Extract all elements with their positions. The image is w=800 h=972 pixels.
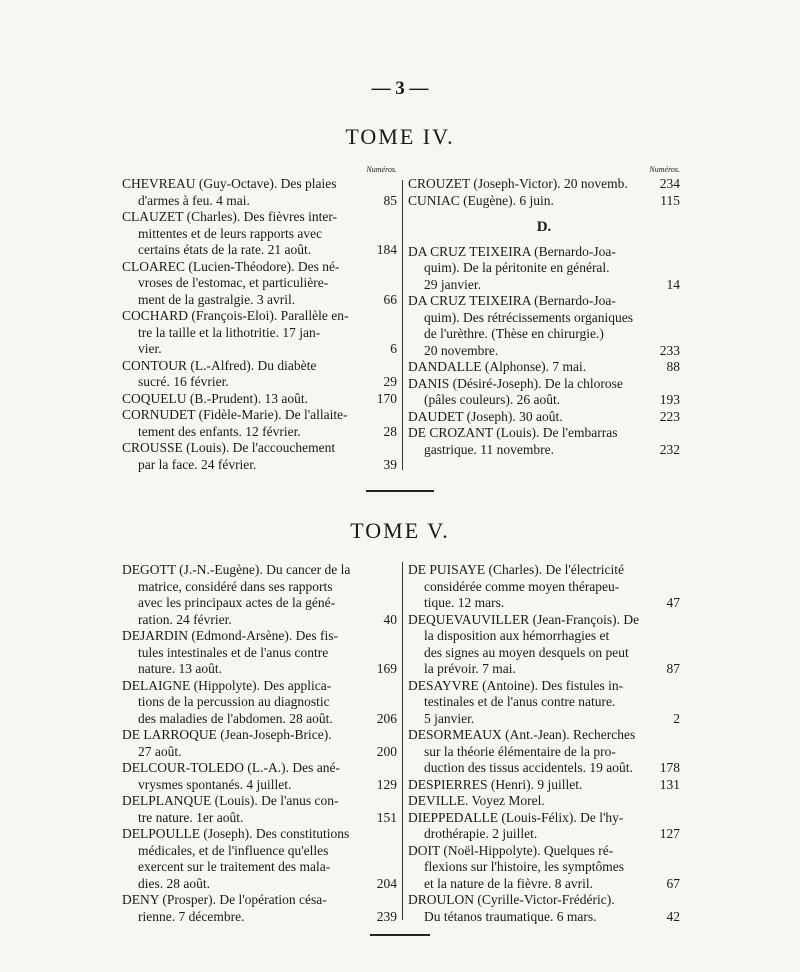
entry-line: CLOAREC (Lucien-Théodore). Des né- [122, 258, 340, 274]
entry-line: par la face. 24 février. [138, 456, 257, 472]
entry-number: 47 [666, 595, 680, 610]
entry-number: 115 [660, 192, 680, 208]
numeros-label-right: Numéros. [649, 165, 680, 174]
entry-number: 232 [659, 441, 680, 457]
entry-line: DE CROZANT (Louis). De l'embarras [408, 425, 618, 440]
index-entry [122, 440, 397, 473]
entry-line: certains états de la rate. 21 août. [138, 242, 312, 257]
entry-line: DEQUEVAUVILLER (Jean-François). De [408, 611, 640, 627]
entry-line: 20 novembre. [424, 342, 499, 358]
entry-line: sur la théorie élémentaire de la pro- [424, 743, 616, 759]
tome-v-left-entries [122, 562, 397, 925]
tome-v-left-column [122, 562, 397, 925]
entry-line: ration. 24 février. [138, 611, 232, 627]
numeros-label: Numéros. [366, 165, 397, 174]
tome-v-right-column [408, 562, 680, 925]
entry-line: COQUELU (B.-Prudent). 13 août. [122, 390, 308, 406]
index-entry [408, 193, 680, 210]
entry-line: sucré. 16 février. [138, 374, 229, 389]
entry-number: 29 [383, 374, 397, 389]
index-entry [122, 562, 397, 628]
entry-line: DELPLANQUE (Louis). De l'anus con- [122, 793, 339, 808]
entry-line: tules intestinales et de l'anus contre [138, 644, 329, 660]
index-entry [408, 176, 680, 193]
index-entry [408, 612, 680, 678]
entry-number: 193 [659, 392, 680, 407]
entry-line: la disposition aux hémorrhagies et [424, 628, 610, 643]
entry-line: DELCOUR-TOLEDO (L.-A.). Des ané- [122, 760, 340, 775]
entry-line: DESAYVRE (Antoine). Des fistules in- [408, 677, 624, 693]
index-entry [408, 409, 680, 426]
index-entry [122, 407, 397, 440]
section-letter-d: D. [536, 219, 552, 235]
entry-number: 67 [666, 875, 680, 891]
entry-line: DA CRUZ TEIXEIRA (Bernardo-Joa- [408, 293, 616, 308]
column-divider [402, 180, 403, 470]
entry-line: et la nature de la fièvre. 8 avril. [424, 875, 594, 891]
entry-line: DESORMEAUX (Ant.-Jean). Recherches [408, 727, 636, 742]
index-entry [408, 727, 680, 777]
index-entry [408, 777, 680, 794]
entry-line: DE PUISAYE (Charles). De l'électricité [408, 562, 624, 577]
index-entry [408, 810, 680, 843]
entry-line: DELPOULLE (Joseph). Des constitutions [122, 826, 350, 841]
entry-line: DA CRUZ TEIXEIRA (Bernardo-Joa- [408, 243, 616, 259]
entry-line: DAUDET (Joseph). 30 août. [408, 408, 563, 424]
tome-iv-right-entries-d [408, 244, 680, 459]
section-rule [366, 490, 434, 492]
entry-line: quim). Des rétrécissements organiques [424, 309, 633, 325]
entry-number: 127 [659, 826, 680, 841]
entry-number: 204 [376, 875, 397, 891]
entry-line: CONTOUR (L.-Alfred). Du diabète [122, 357, 317, 373]
entry-line: DROULON (Cyrille-Victor-Frédéric). [408, 892, 615, 907]
entry-number: 223 [659, 408, 680, 424]
entry-line: avec les principaux actes de la géné- [138, 595, 336, 610]
entry-line: tre nature. 1er août. [138, 809, 244, 825]
entry-line: testinales et de l'anus contre nature. [424, 694, 616, 709]
tome-v-title: TOME V. [350, 518, 450, 543]
entry-number: 184 [376, 242, 397, 257]
entry-line: DANDALLE (Alphonse). 7 mai. [408, 359, 587, 374]
index-entry [122, 308, 397, 358]
entry-line: DOIT (Noël-Hippolyte). Quelques ré- [408, 842, 614, 858]
entry-number: 66 [383, 291, 397, 307]
entry-line: rienne. 7 décembre. [138, 908, 245, 924]
index-entry [408, 244, 680, 294]
entry-line: des signes au moyen desquels on peut [424, 644, 629, 660]
entry-line: vroses de l'estomac, et particulière- [138, 275, 329, 290]
index-entry [408, 843, 680, 893]
entry-number: 131 [659, 776, 680, 792]
index-entry [122, 628, 397, 678]
entry-line: DANIS (Désiré-Joseph). De la chlorose [408, 375, 623, 391]
entry-line: vrysmes spontanés. 4 juillet. [138, 776, 292, 792]
tome-v-right-entries [408, 562, 680, 925]
entry-line: des maladies de l'abdomen. 28 août. [138, 710, 333, 726]
tome-iv-left-entries [122, 176, 397, 473]
entry-line: CLAUZET (Charles). Des fièvres inter- [122, 209, 338, 224]
entry-line: médicales, et de l'influence qu'elles [138, 842, 329, 858]
entry-line: tions de la percussion au diagnostic [138, 694, 330, 709]
entry-line: CHEVREAU (Guy-Octave). Des plaies [122, 176, 337, 191]
entry-number: 178 [659, 760, 680, 775]
entry-number: 88 [666, 359, 680, 374]
entry-line: (pâles couleurs). 26 août. [424, 392, 561, 407]
index-entry [122, 793, 397, 826]
entry-number: 14 [666, 276, 680, 292]
index-entry [122, 826, 397, 892]
entry-line: quim). De la péritonite en général. [424, 260, 610, 275]
entry-line: DEJARDIN (Edmond-Arsène). Des fis- [122, 628, 338, 643]
entry-number: 2 [673, 710, 680, 726]
entry-line: ment de la gastralgie. 3 avril. [138, 291, 296, 307]
tome-iv-right-entries-c [408, 176, 680, 209]
entry-number: 169 [376, 661, 397, 676]
index-entry [408, 562, 680, 612]
index-entry [122, 209, 397, 259]
entry-line: CROUZET (Joseph-Victor). 20 novemb. [408, 176, 628, 191]
entry-line: DEGOTT (J.-N.-Eugène). Du cancer de la [122, 562, 351, 577]
entry-line: dies. 28 août. [138, 875, 210, 891]
entry-number: 200 [376, 743, 397, 759]
entry-line: considérée comme moyen thérapeu- [424, 578, 620, 594]
entry-number: 151 [376, 809, 397, 825]
index-entry [122, 760, 397, 793]
entry-line: tique. 12 mars. [424, 595, 505, 610]
entry-line: CUNIAC (Eugène). 6 juin. [408, 192, 554, 208]
entry-number: 233 [659, 342, 680, 358]
entry-number: 206 [376, 710, 397, 726]
entry-number: 28 [383, 423, 397, 439]
entry-line: tement des enfants. 12 février. [138, 423, 301, 439]
entry-line: d'armes à feu. 4 mai. [138, 192, 250, 208]
entry-line: DIEPPEDALLE (Louis-Félix). De l'hy- [408, 809, 624, 825]
entry-number: 170 [376, 390, 397, 406]
entry-number: 42 [666, 908, 680, 924]
entry-line: mittentes et de leurs rapports avec [138, 225, 323, 241]
index-entry [122, 727, 397, 760]
entry-line: CROUSSE (Louis). De l'accouchement [122, 440, 336, 455]
entry-line: DE LARROQUE (Jean-Joseph-Brice). [122, 727, 332, 742]
entry-line: gastrique. 11 novembre. [424, 441, 554, 457]
entry-line: CORNUDET (Fidèle-Marie). De l'allaite- [122, 407, 348, 422]
entry-line: 29 janvier. [424, 276, 481, 292]
index-entry [408, 359, 680, 376]
entry-number: 87 [666, 661, 680, 676]
tome-iv-title: TOME IV. [345, 124, 455, 149]
index-entry [408, 425, 680, 458]
index-entry [122, 176, 397, 209]
entry-number: 39 [383, 456, 397, 472]
entry-line: drothérapie. 2 juillet. [424, 826, 538, 841]
entry-line: vier. [138, 341, 162, 356]
entry-line: DESPIERRES (Henri). 9 juillet. [408, 776, 583, 792]
entry-number: 129 [376, 776, 397, 792]
index-entry [408, 293, 680, 359]
entry-line: flexions sur l'histoire, les symptômes [424, 859, 625, 874]
page-number: — 3 — [371, 78, 429, 99]
index-entry [122, 391, 397, 408]
entry-number: 239 [376, 908, 397, 924]
entry-line: 27 août. [138, 743, 182, 759]
entry-line: 5 janvier. [424, 710, 475, 726]
tome-iv-left-column [122, 164, 397, 473]
entry-line: DENY (Prosper). De l'opération césa- [122, 892, 327, 907]
entry-line: de l'urèthre. (Thèse en chirurgie.) [424, 326, 604, 341]
entry-line: COCHARD (François-Eloi). Parallèle en- [122, 308, 349, 323]
entry-line: exercent sur le traitement des mala- [138, 859, 331, 874]
index-entry [122, 358, 397, 391]
entry-number: 85 [383, 192, 397, 208]
entry-line: la prévoir. 7 mai. [424, 661, 516, 676]
entry-number: 6 [390, 341, 397, 356]
column-divider-2 [402, 562, 403, 920]
entry-line: duction des tissus accidentels. 19 août. [424, 760, 633, 775]
entry-line: DELAIGNE (Hippolyte). Des applica- [122, 677, 332, 693]
entry-line: DEVILLE. Voyez Morel. [408, 793, 545, 808]
index-entry [408, 678, 680, 728]
index-entry [122, 259, 397, 309]
index-entry [122, 892, 397, 925]
index-entry [408, 892, 680, 925]
index-entry [408, 376, 680, 409]
index-entry [408, 793, 680, 810]
entry-line: tre la taille et la lithotritie. 17 jan- [138, 324, 321, 340]
bottom-rule [370, 934, 430, 936]
entry-number: 40 [383, 611, 397, 627]
entry-line: nature. 13 août. [138, 661, 222, 676]
tome-iv-right-column [408, 164, 680, 458]
entry-number: 234 [659, 176, 680, 191]
entry-line: matrice, considéré dans ses rapports [138, 578, 333, 594]
index-entry [122, 678, 397, 728]
entry-line: Du tétanos traumatique. 6 mars. [424, 908, 597, 924]
